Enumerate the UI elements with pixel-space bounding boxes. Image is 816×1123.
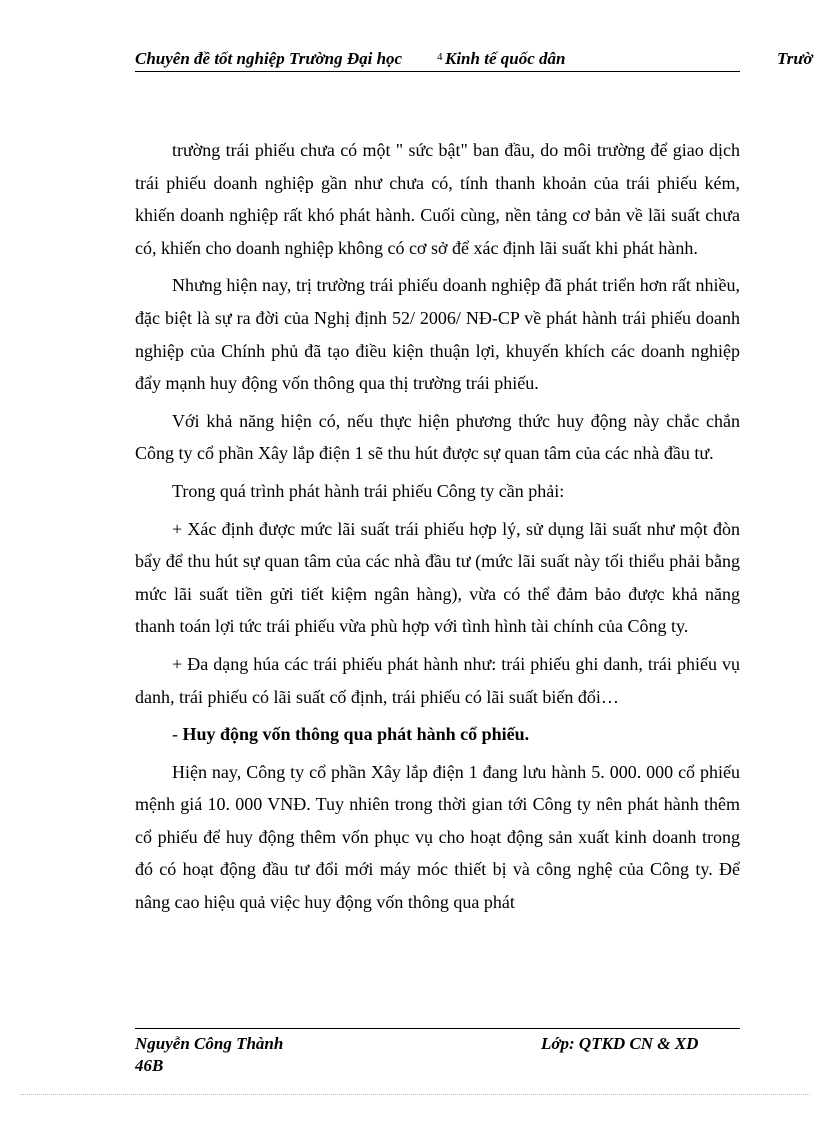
header-superscript: 4 — [437, 51, 443, 63]
paragraph: Nhưng hiện nay, trị trường trái phiếu doanh nghiệp đã phát triển hơn rất nhiều, đặc biệt là sự ra đời của Nghị định 52/ 2006/ NĐ-CP về phát hành trái phiếu doanh nghiệp của Chính phủ đã tạo điều kiện thuận lợi, khuyến khích các doanh nghiệp đẩy mạnh huy động vốn thông qua thị trường trái phiếu. — [135, 275, 740, 394]
footer-class: Lớp: QTKD CN & XD — [541, 1034, 699, 1053]
footer-author — [135, 1033, 355, 1077]
paragraph: Hiện nay, Công ty cổ phần Xây lắp điện 1 đang lưu hành 5. 000. 000 cổ phiếu mệnh giá 10. 000 VNĐ. Tuy nhiên trong thời gian tới Công ty nên phát hành thêm cổ phiếu để huy động thêm vốn phục vụ cho hoạt động sản xuất kinh doanh trong đó có hoạt động đầu tư đổi mới máy móc thiết bị và công nghệ của Công ty. Để nâng cao hiệu quả việc huy động vốn thông qua phát — [135, 761, 740, 913]
paragraph: trường trái phiếu chưa có một " sức bật" ban đầu, do môi trường để giao dịch trái phiếu doanh nghiệp gần như chưa có, tính thanh khoản của trái phiếu kém, khiến doanh nghiệp rất khó phát hành. Cuối cùng, nền tảng cơ bản về lãi suất chưa có, khiến cho doanh nghiệp không có cơ sở để xác định lãi suất khi phát hành. — [135, 140, 740, 258]
paragraph: Với khả năng hiện có, nếu thực hiện phương thức huy động này chắc chắn Công ty cổ phần Xây lắp điện 1 sẽ thu hút được sự quan tâm của các nhà đầu tư. — [135, 410, 740, 464]
document-body — [135, 134, 740, 919]
header-title-left: Chuyên đề tốt nghiệp Trường Đại học — [135, 49, 403, 68]
page-bottom-dotted-line — [20, 1094, 810, 1095]
paragraph: + Đa dạng húa các trái phiếu phát hành như: trái phiếu ghi danh, trái phiếu vụ danh, trái phiếu có lãi suất cố định, trái phiếu có lãi suất biến đổi… — [135, 653, 740, 707]
author-name: Nguyễn Công Thành — [135, 1034, 284, 1053]
heading-dash: - — [172, 724, 183, 745]
header-title-right: Kinh tế quốc dân — [445, 49, 566, 68]
header-cutoff-text: Trườ — [777, 49, 813, 68]
paragraph: Trong quá trình phát hành trái phiếu Công ty cần phải: — [172, 480, 565, 501]
paragraph: + Xác định được mức lãi suất trái phiếu hợp lý, sử dụng lãi suất như một đòn bẩy để thu hút sự quan tâm của các nhà đầu tư (mức lãi suất này tối thiểu phải bằng mức lãi suất tiền gửi tiết kiệm ngân hàng), vừa có thể đảm bảo được khả năng thanh toán lợi tức trái phiếu vừa phù hợp với tình hình tài chính của Công ty. — [135, 518, 740, 637]
section-heading — [135, 718, 740, 751]
header-divider — [135, 71, 740, 72]
heading-text: Huy động vốn thông qua phát hành cổ phiếu. — [182, 724, 530, 745]
footer-divider — [135, 1028, 740, 1029]
page-header — [135, 48, 740, 70]
author-class-code: 46B — [135, 1056, 164, 1075]
